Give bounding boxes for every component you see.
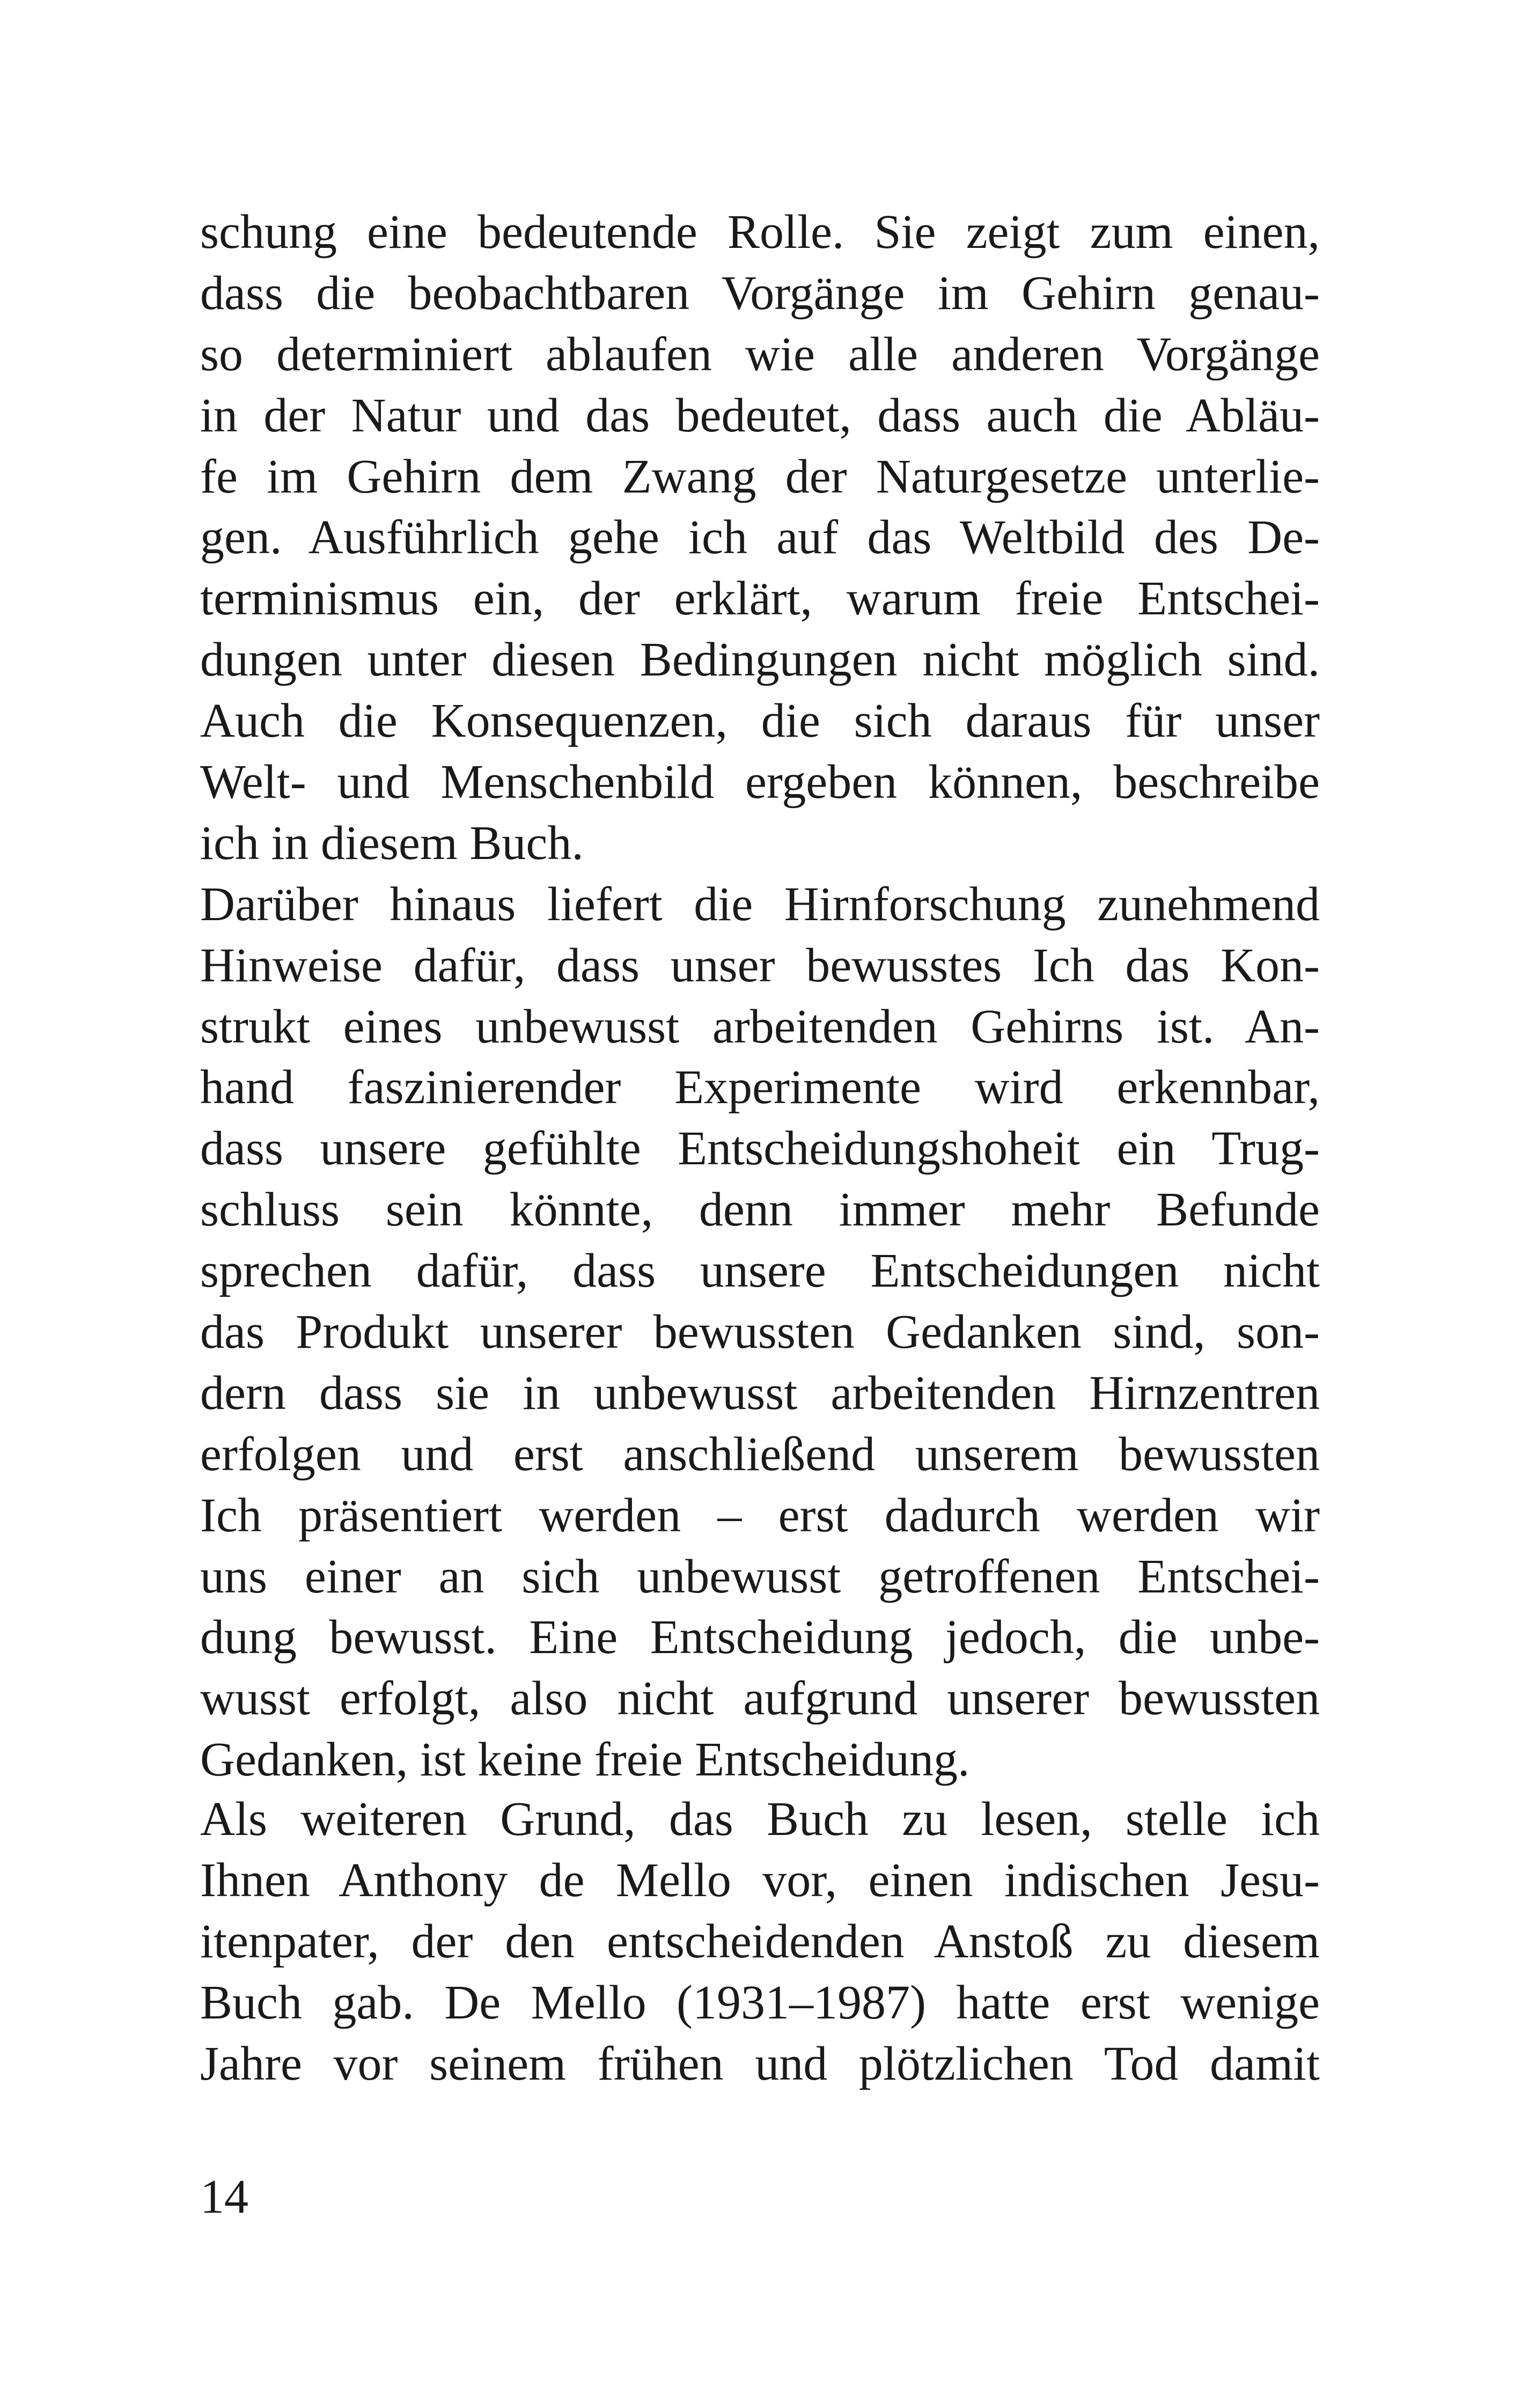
text-line: schung eine bedeutende Rolle. Sie zeigt zum einen, [200,205,1320,259]
text-line: uns einer an sich unbewusst getroffenen Entschei- [200,1550,1320,1603]
text-line: dass unsere gefühlte Entscheidungshoheit ein Trug- [200,1122,1320,1176]
text-line: ich in diesem Buch. [200,816,584,870]
text-line: Hinweise dafür, dass unser bewusstes Ich das Kon- [200,938,1320,992]
text-line: Darüber hinaus liefert die Hirnforschung zunehmend [200,877,1320,931]
text-line: fe im Gehirn dem Zwang der Naturgesetze unterlie- [200,450,1320,503]
text-line: Ihnen Anthony de Mello vor, einen indischen Jesu- [200,1853,1320,1907]
text-line: dass die beobachtbaren Vorgänge im Gehirn genau- [200,266,1320,320]
text-line: gen. Ausführlich gehe ich auf das Weltbild des De- [200,511,1320,564]
text-line: dern dass sie in unbewusst arbeitenden Hirnzentren [200,1366,1320,1420]
text-line: sprechen dafür, dass unsere Entscheidungen nicht [200,1244,1320,1298]
text-line: dungen unter diesen Bedingungen nicht möglich sind. [200,633,1320,687]
text-line: dung bewusst. Eine Entscheidung jedoch, die unbe- [200,1611,1320,1664]
text-line: Als weiteren Grund, das Buch zu lesen, stelle ich [200,1793,1320,1846]
text-line: Buch gab. De Mello (1931–1987) hatte erst wenige [200,1976,1320,2029]
text-line: hand faszinierender Experimente wird erkennbar, [200,1061,1320,1114]
text-line: das Produkt unserer bewussten Gedanken sind, son- [200,1305,1320,1359]
text-line: Ich präsentiert werden – erst dadurch werden wir [200,1488,1320,1542]
body-text-block-2 [200,1789,1320,2094]
text-line: itenpater, der den entscheidenden Anstoß zu diesem [200,1914,1320,1968]
text-line: Jahre vor seinem frühen und plötzlichen Tod damit [200,2037,1320,2090]
page-number: 14 [200,2170,248,2223]
text-line: strukt eines unbewusst arbeitenden Gehirns ist. An- [200,1000,1320,1053]
text-line: schluss sein könnte, denn immer mehr Befunde [200,1183,1320,1237]
body-text-block-1 [200,202,1320,1790]
text-line: wusst erfolgt, also nicht aufgrund unserer bewussten [200,1672,1320,1726]
text-line: Gedanken, ist keine freie Entscheidung. [200,1733,970,1787]
text-line: in der Natur und das bedeutet, dass auch die Abläu- [200,388,1320,442]
text-line: terminismus ein, der erklärt, warum freie Entschei- [200,572,1320,626]
text-line: erfolgen und erst anschließend unserem bewussten [200,1427,1320,1481]
text-line: Welt- und Menschenbild ergeben können, beschreibe [200,755,1320,809]
text-line: so determiniert ablaufen wie alle anderen Vorgänge [200,327,1320,381]
text-line: Auch die Konsequenzen, die sich daraus für unser [200,694,1320,748]
